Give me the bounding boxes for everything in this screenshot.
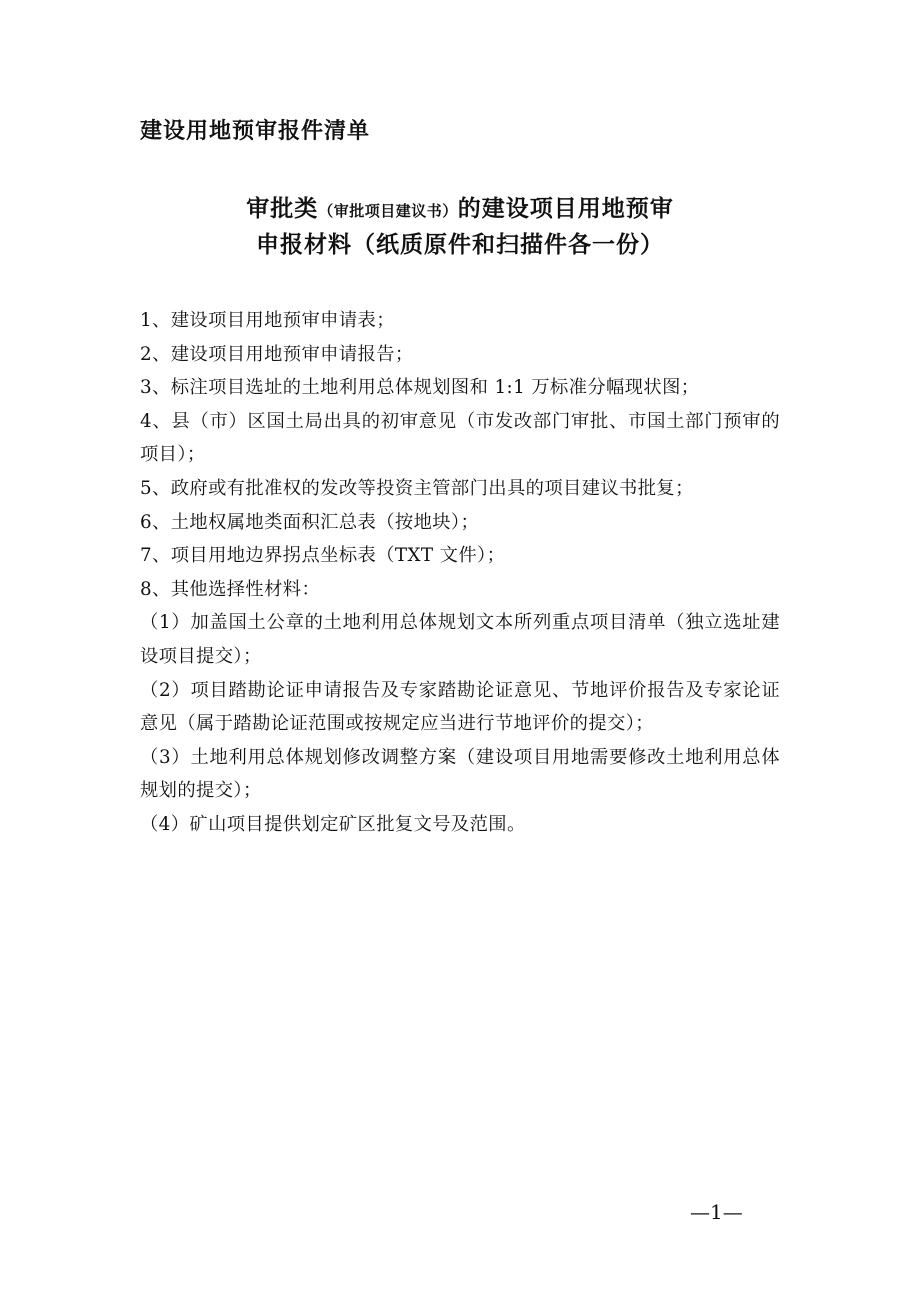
list-item: （1）加盖国土公章的土地利用总体规划文本所列重点项目清单（独立选址建设项目提交）； — [140, 612, 780, 667]
document-title: 建设用地预审报件清单 — [140, 119, 371, 144]
list-item: （2）项目踏勘论证申请报告及专家踏勘论证意见、节地评价报告及专家论证意见（属于踏勘论证范围或按规定应当进行节地评价的提交）； — [140, 679, 780, 735]
main-heading-line-1 — [0, 192, 920, 228]
list-item: 6、土地权属地类面积汇总表（按地块）； — [140, 511, 480, 533]
list-item: 2、建设项目用地预审申请报告； — [140, 343, 414, 365]
list-item: （4）矿山项目提供划定矿区批复文号及范围。 — [140, 813, 526, 835]
list-item: 3、标注项目选址的土地利用总体规划图和 1:1 万标准分幅现状图； — [140, 377, 700, 399]
list-item: 7、项目用地边界拐点坐标表（TXT 文件）； — [140, 545, 506, 567]
list-item: （3）土地利用总体规划修改调整方案（建设项目用地需要修改土地利用总体规划的提交）； — [140, 746, 780, 802]
heading-suffix: 的建设项目用地预审 — [457, 196, 674, 222]
main-heading-line-2: 申报材料（纸质原件和扫描件各一份） — [256, 232, 664, 258]
materials-list — [140, 304, 780, 842]
list-item: 1、建设项目用地预审申请表； — [140, 310, 395, 331]
heading-prefix: 审批类 — [246, 196, 319, 222]
heading-parenthetical: （审批项目建议书） — [318, 202, 458, 220]
list-item: 5、政府或有批准权的发改等投资主管部门出具的项目建议书批复； — [140, 477, 694, 499]
list-item: 8、其他选择性材料： — [140, 578, 321, 600]
page-number: —1— — [690, 1200, 743, 1224]
list-item: 4、县（市）区国土局出具的初审意见（市发改部门审批、市国土部门预审的项目）； — [140, 410, 780, 466]
